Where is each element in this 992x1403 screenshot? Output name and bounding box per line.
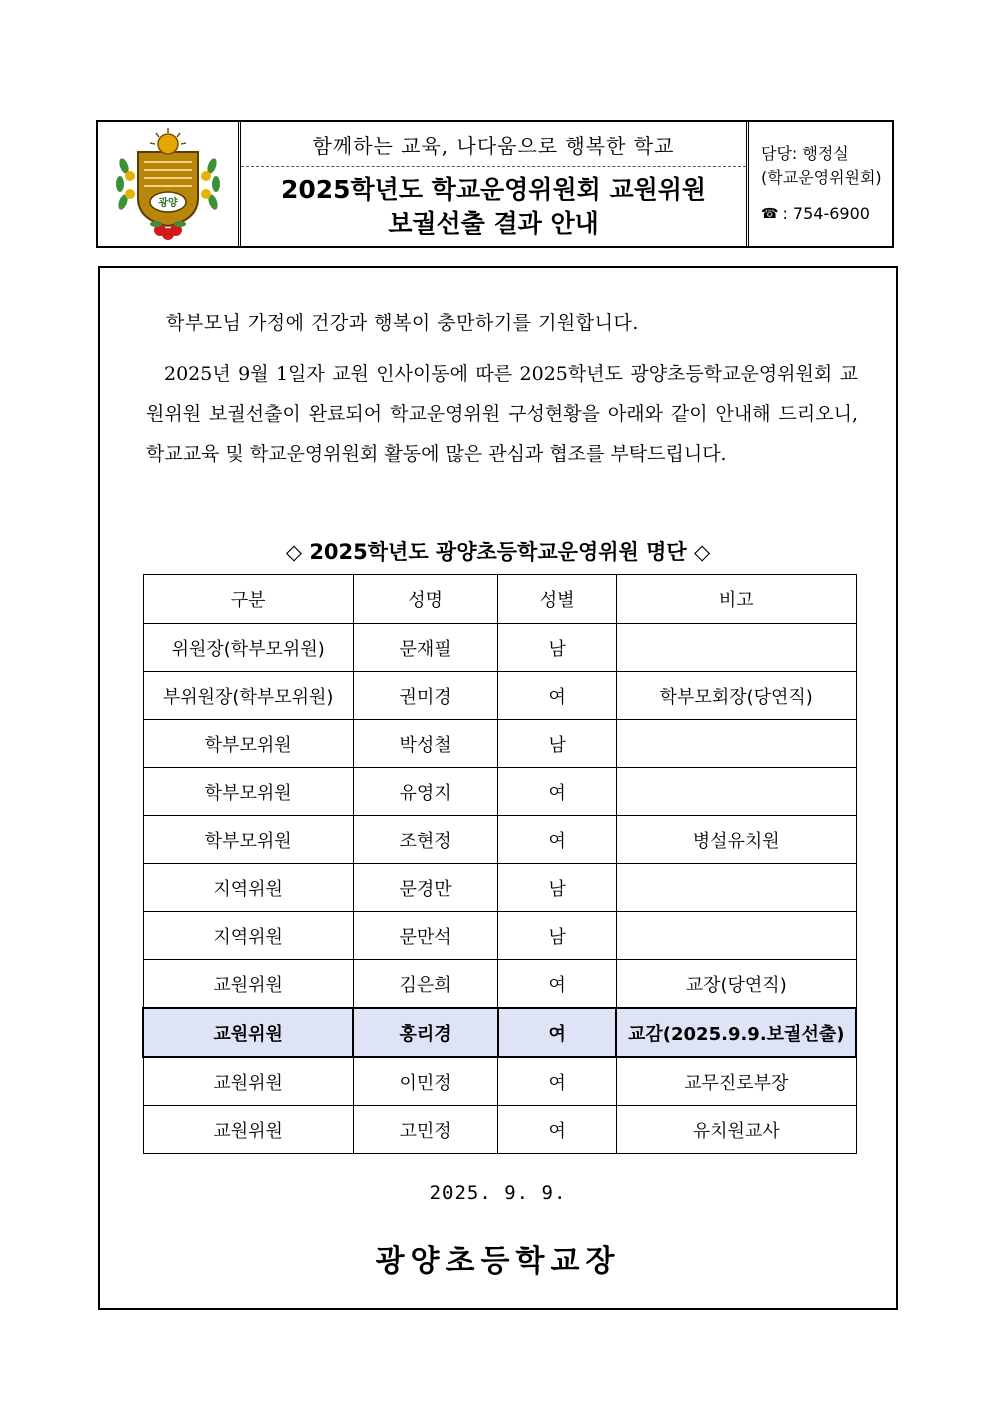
- cell-category: 교원위원: [143, 960, 353, 1009]
- cell-gender: 여: [498, 816, 617, 864]
- title-cell: [241, 122, 749, 246]
- cell-gender: 여: [498, 768, 617, 816]
- column-header-gender: 성별: [498, 575, 617, 624]
- table-row: [143, 864, 856, 912]
- cell-gender: 남: [498, 624, 617, 672]
- table-row: [143, 960, 856, 1009]
- cell-remarks: [616, 864, 856, 912]
- cell-remarks: 교장(당연직): [616, 960, 856, 1009]
- table-row: [143, 624, 856, 672]
- document-body: [98, 266, 898, 1310]
- table-row: [143, 816, 856, 864]
- cell-gender: 여: [498, 1008, 617, 1057]
- cell-remarks: 학부모회장(당연직): [616, 672, 856, 720]
- table-row: [143, 672, 856, 720]
- cell-remarks: [616, 624, 856, 672]
- cell-category: 학부모위원: [143, 816, 353, 864]
- cell-gender: 남: [498, 720, 617, 768]
- cell-category: 교원위원: [143, 1106, 353, 1154]
- cell-gender: 남: [498, 864, 617, 912]
- cell-category: 학부모위원: [143, 720, 353, 768]
- table-row: [143, 912, 856, 960]
- column-header-name: 성명: [353, 575, 498, 624]
- cell-gender: 여: [498, 672, 617, 720]
- cell-name: 조현정: [353, 816, 498, 864]
- cell-remarks: 교무진로부장: [616, 1057, 856, 1106]
- cell-remarks: [616, 768, 856, 816]
- cell-gender: 여: [498, 1106, 617, 1154]
- table-row: [143, 720, 856, 768]
- cell-gender: 여: [498, 1057, 617, 1106]
- column-header-remarks: 비고: [616, 575, 856, 624]
- cell-name: 고민정: [353, 1106, 498, 1154]
- cell-remarks: 교감(2025.9.9.보궐선출): [616, 1008, 856, 1057]
- document-title: [241, 167, 746, 246]
- table-row: [143, 768, 856, 816]
- school-emblem-icon: [110, 126, 226, 242]
- cell-remarks: [616, 912, 856, 960]
- cell-name: 홍리경: [353, 1008, 498, 1057]
- cell-name: 문만석: [353, 912, 498, 960]
- cell-name: 유영지: [353, 768, 498, 816]
- contact-phone-row: [761, 202, 892, 226]
- document-date: 2025. 9. 9.: [429, 1182, 567, 1204]
- signer-title: 광양초등학교장: [375, 1244, 621, 1279]
- committee-roster-table: [142, 574, 857, 1154]
- school-slogan: 함께하는 교육, 나다움으로 행복한 학교: [241, 122, 746, 167]
- contact-cell: [749, 122, 892, 246]
- cell-category: 지역위원: [143, 912, 353, 960]
- table-row: [143, 1057, 856, 1106]
- school-emblem-cell: [98, 122, 241, 246]
- cell-name: 권미경: [353, 672, 498, 720]
- cell-category: 위원장(학부모위원): [143, 624, 353, 672]
- telephone-icon: ☎: [761, 206, 779, 222]
- cell-name: 박성철: [353, 720, 498, 768]
- contact-department: 담당: 행정실: [761, 144, 849, 163]
- greeting-paragraph: 학부모님 가정에 건강과 행복이 충만하기를 기원합니다.: [166, 312, 639, 334]
- cell-name: 문재필: [353, 624, 498, 672]
- cell-category: 교원위원: [143, 1057, 353, 1106]
- cell-name: 이민정: [353, 1057, 498, 1106]
- cell-remarks: [616, 720, 856, 768]
- cell-category: 교원위원: [143, 1008, 353, 1057]
- title-line-2: 보궐선출 결과 안내: [388, 208, 599, 238]
- cell-category: 부위원장(학부모위원): [143, 672, 353, 720]
- cell-category: 지역위원: [143, 864, 353, 912]
- cell-name: 문경만: [353, 864, 498, 912]
- title-line-1: 2025학년도 학교운영위원회 교원위원: [280, 174, 707, 204]
- cell-remarks: 병설유치원: [616, 816, 856, 864]
- table-row-highlighted: [143, 1008, 856, 1057]
- table-header-row: [143, 575, 856, 624]
- cell-category: 학부모위원: [143, 768, 353, 816]
- cell-remarks: 유치원교사: [616, 1106, 856, 1154]
- cell-name: 김은희: [353, 960, 498, 1009]
- contact-department-sub: (학교운영위원회): [761, 168, 882, 187]
- column-header-category: 구분: [143, 575, 353, 624]
- cell-gender: 남: [498, 912, 617, 960]
- notice-paragraph: 2025년 9월 1일자 교원 인사이동에 따른 2025학년도 광양초등학교운영위원회 교원위원 보궐선출이 완료되어 학교운영위원 구성현황을 아래와 같이 안내해 드리오니, 학교교육 및 학교운영위원회 활동에 많은 관심과 협조를 부탁드립니다.: [146, 363, 858, 465]
- table-row: [143, 1106, 856, 1154]
- roster-title: ◇ 2025학년도 광양초등학교운영위원 명단 ◇: [285, 540, 711, 564]
- contact-phone: : 754-6900: [782, 204, 870, 223]
- emblem-name: 광양: [158, 198, 178, 209]
- document-header: [96, 120, 894, 248]
- cell-gender: 여: [498, 960, 617, 1009]
